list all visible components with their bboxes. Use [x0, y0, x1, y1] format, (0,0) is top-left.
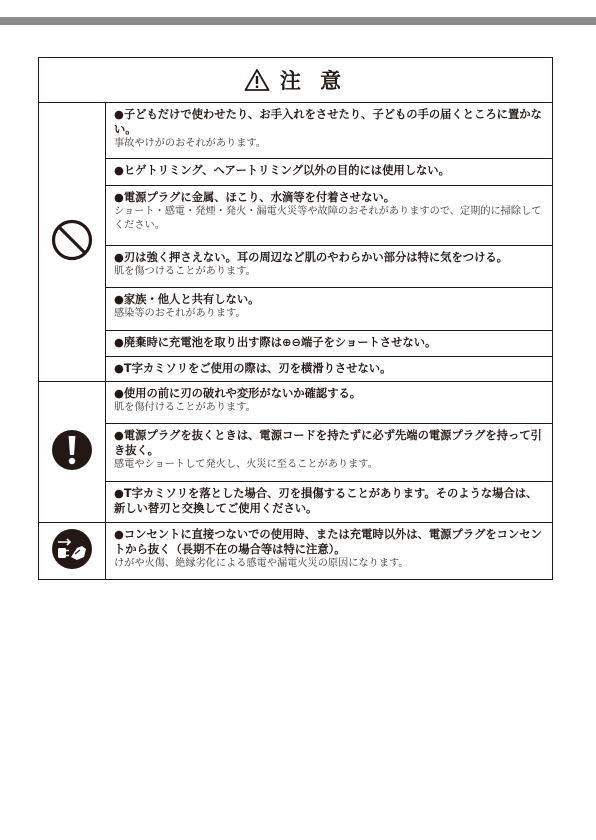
- caution-item: [106, 331, 552, 357]
- caution-item: [106, 186, 552, 246]
- caution-item: [106, 382, 552, 424]
- unplug-items: [106, 523, 552, 579]
- mandatory-icon-cell: [39, 382, 106, 522]
- caution-sub-text: 肌を傷つけることがあります。: [114, 266, 256, 277]
- caution-item: [106, 159, 552, 186]
- caution-sub-text: ショート・感電・発煙・発火・漏電火災等や故障のおそれがありますので、定期的に掃除してください。: [114, 206, 542, 231]
- caution-main-text: ●電源プラグに金属、ほこり、水滴等を付着させない。: [114, 191, 395, 204]
- caution-main-text: ●刃は強く押さえない。耳の周辺など肌のやわらかい部分は特に気をつける。: [114, 251, 508, 264]
- caution-main-text: ●廃棄時に充電池を取り出す際は⊕⊖端子をショートさせない。: [114, 336, 437, 349]
- caution-sub-text: 事故やけがのおそれがあります。: [114, 138, 266, 149]
- prohibition-icon: [50, 218, 94, 266]
- caution-main-text: ●ヒゲトリミング、ヘアートリミング以外の目的には使用しない。: [114, 164, 450, 177]
- caution-sub-text: 感電やショートして発火し、火災に至ることがあります。: [114, 459, 378, 470]
- caution-main-text: ●T字カミソリをご使用の際は、刃を横滑りさせない。: [114, 362, 392, 375]
- warning-triangle-icon: [244, 68, 270, 92]
- top-rule: [0, 17, 596, 25]
- caution-item: [106, 424, 552, 482]
- caution-sub-text: けがや火傷、絶縁劣化による感電や漏電火災の原因になります。: [114, 558, 409, 569]
- caution-main-text: ●コンセントに直接つないでの使用時、または充電時以外は、電源プラグをコンセントから抜く（長期不在の場合等は特に注意）。: [114, 528, 542, 556]
- caution-item: [106, 482, 552, 522]
- prohibition-items: [106, 103, 552, 381]
- caution-item: [106, 357, 552, 381]
- caution-main-text: ●家族・他人と共有しない。: [114, 293, 260, 306]
- section-title: 注 意: [279, 69, 348, 93]
- unplug-group: [39, 523, 552, 579]
- unplug-icon-cell: [39, 523, 106, 579]
- caution-main-text: ●使用の前に刃の破れや変形がないか確認する。: [114, 387, 362, 400]
- caution-main-text: ●子どもだけで使わせたり、お手入れをさせたり、子どもの手の届くところに置かない。: [114, 108, 542, 136]
- caution-main-text: ●電源プラグを抜くときは、電源コードを持たずに必ず先端の電源プラグを持って引き抜く。: [114, 429, 542, 457]
- caution-item: [106, 246, 552, 288]
- mandatory-exclamation-icon: [50, 428, 94, 476]
- caution-main-text: ●T字カミソリを落とした場合、刃を損傷することがあります。そのような場合は、新しい替刃と交換してご使用ください。: [114, 487, 538, 515]
- prohibition-icon-cell: [39, 103, 106, 381]
- unplug-icon: [50, 527, 94, 575]
- title-row: [39, 58, 552, 103]
- caution-table: [38, 57, 553, 580]
- prohibition-group: [39, 103, 552, 382]
- caution-item: [106, 103, 552, 159]
- mandatory-group: [39, 382, 552, 523]
- caution-sub-text: 肌を傷付けることがあります。: [114, 402, 256, 413]
- mandatory-items: [106, 382, 552, 522]
- caution-item: [106, 523, 552, 579]
- caution-item: [106, 288, 552, 331]
- caution-sub-text: 感染等のおそれがあります。: [114, 308, 246, 319]
